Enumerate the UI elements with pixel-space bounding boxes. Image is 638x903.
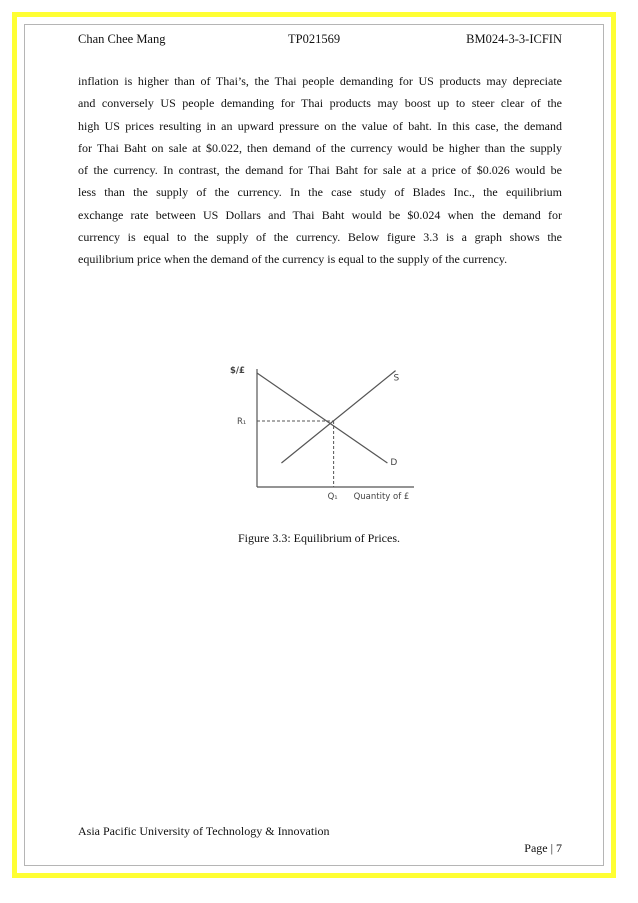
equilibrium-chart — [220, 355, 440, 505]
header-author: Chan Chee Mang — [78, 32, 166, 46]
supply-curve — [281, 371, 395, 463]
body-line: and conversely US people demanding for Thai products may boost up to steer clear of the — [78, 96, 562, 111]
body-line: currency is equal to the supply of the currency. Below figure 3.3 is a graph shows the — [78, 230, 562, 245]
header-student-id: TP021569 — [288, 32, 341, 46]
body-paragraph — [78, 70, 562, 271]
body-line: less than the supply of the currency. In the case study of Blades Inc., the equilibrium — [78, 185, 562, 200]
demand-label: D — [390, 458, 398, 468]
footer-institution: Asia Pacific University of Technology & Innovation — [78, 824, 330, 838]
body-line: inflation is higher than of Thai’s, the Thai people demanding for US products may depreciate — [78, 74, 562, 88]
equilibrium-quantity-label: Q₁ — [327, 492, 338, 502]
body-line: high US prices resulting in an upward pressure on the value of baht. In this case, the demand — [78, 118, 562, 133]
y-axis-label: $/£ — [230, 366, 245, 376]
supply-label: S — [393, 373, 400, 384]
x-axis-label: Quantity of £ — [353, 492, 410, 502]
body-line: equilibrium price when the demand of the currency is equal to the supply of the currency. — [78, 252, 508, 267]
page-number: Page | 7 — [524, 841, 562, 855]
header-module-code: BM024-3-3-ICFIN — [466, 32, 562, 46]
figure-caption: Figure 3.3: Equilibrium of Prices. — [238, 531, 400, 545]
equilibrium-price-label: R₁ — [237, 417, 247, 427]
body-line: of the currency. In contrast, the demand for Thai Baht for sale at a price of $0.026 would be — [78, 163, 562, 178]
body-line: exchange rate between US Dollars and Thai Baht would be $0.024 when the demand for — [78, 207, 562, 222]
body-line: for Thai Baht on sale at $0.022, then demand of the currency would be higher than the supply — [78, 140, 562, 155]
demand-curve — [257, 373, 387, 463]
page-header — [78, 32, 562, 50]
